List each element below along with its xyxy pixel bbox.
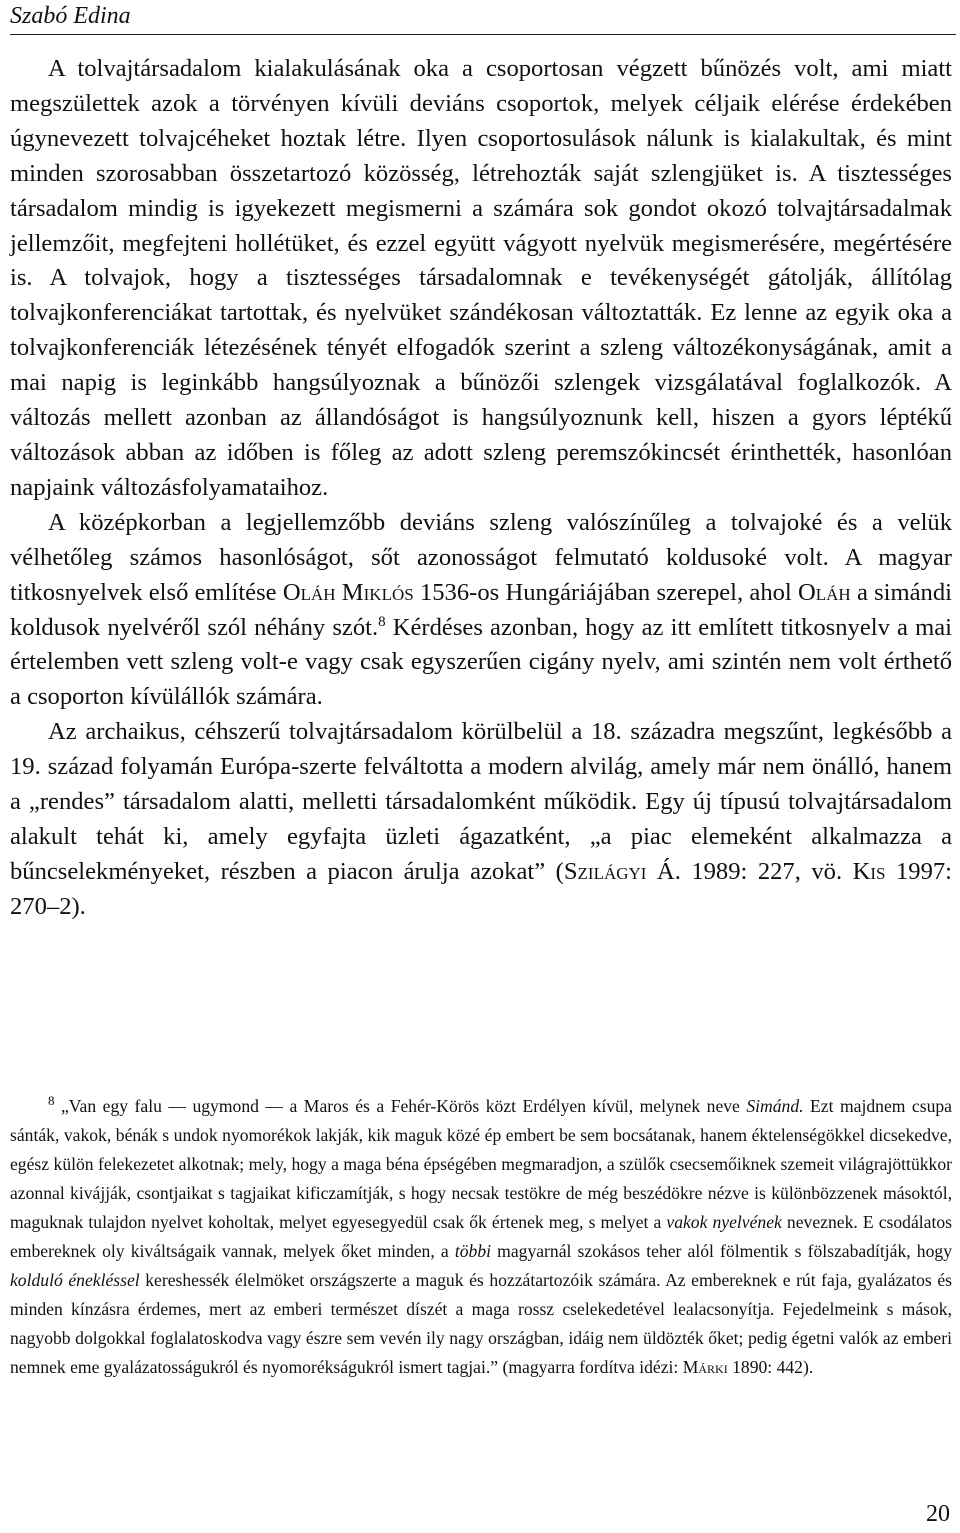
footnote-8: $^8$ „Van egy falu — ugymond — a Maros és a Fehér-Körös közt Erdélyen kívül, melynek neve Simánd. Ezt majdnem csupa sánták, vakok, bénák s undok nyomorékok lakják, kik maguk közé ép embert be sem bocsátanak, hanem éktelenségökkel dicsekedve, egész külön felekezetet alkotnak; mely, hogy a maga béna épségében megmaradjon, a szülők csecsemőiknek szemeit világrajöttükkor azonnal kivájják, csontjaikat s tagjaikat kificzamítják, s hogy necsak testökre de még beszédökre nézve is különbözzenek másoktól, maguknak tulajdon nyelvet koholtak, melyet egyesegyedül csak ők értenek meg, s melyet a vakok nyelvének neveznek. E csodálatos embereknek oly kiváltságaik vannak, melyek őket minden, a többi magyarnál szokásos teher alól fölmentik s fölszabadítják, hogy kolduló énekléssel kereshessék élelmöket országszerte a maguk és hozzátartozóik számára. Az embereknek e rút faja, gyalázatos és minden kínzásra érdemes, mert az emberi természet díszét a maga rossz cselekedetével lealacsonyítja. Fejedelmeink s mások, nagyobb dolgokkal foglalatoskodva vagy észre sem vevén ily nagy országban, idáig nem üldözték őket; pedig égetni valók az emberi nemnek eme gyalázatosságukról és nyomorékságukról ismert tagjai.” (magyarra fordítva idézi: Márki 1890: 442).	[10, 1093, 952, 1377]
footnotes	[10, 1092, 952, 1382]
paragraph-3: Az archaikus, céhszerű tolvajtársadalom körülbelül a 18. századra megszűnt, legkésőbb a 19. század folyamán Európa-szerte felváltotta a modern alvilág, amely már nem önálló, hanem a „rendes” társadalom alatti, melletti társadalomként működik. Egy új típusú tolvajtársadalom alakult tehát ki, amely egyfajta üzleti ágazatként, „a piac elemeként alkalmazza a bűncselekményeket, részben a piacon árulja azokat” (Szilágyi Á. 1989: 227, vö. Kis 1997: 270–2).	[10, 718, 952, 920]
citation-author: Szilágyi Á.	[563, 857, 681, 885]
paragraph-1: A tolvajtársadalom kialakulásának oka a csoportosan végzett bűnözés volt, ami miatt megszülettek azok a törvényen kívüli deviáns csoportok, melyek céljaik elérése érdekében úgynevezett tolvajcéheket hoztak létre. Ilyen csoportosulások nálunk is kialakultak, és mint minden szorosabban összetartozó közösség, létrehozták saját szlengjüket is. A tisztességes társadalom mindig is igyekezett megismerni a számára sok gondot okozó tolvajtársadalmak jellemzőit, megfejteni hollétüket, és ezzel együtt vágyott nyelvük megismerésére, megértésére is. A tolvajok, hogy a tisztességes társadalomnak e tevékenységét gátolják, állítólag tolvajkonferenciákat tartottak, és nyelvüket szándékosan változtatták. Ez lenne az egyik oka a tolvajkonferenciák létezésének tényét elfogadók szerint a szleng változékonyságának, amit a mai napig is leginkább hangsúlyoznak a bűnözői szlengek vizsgálatával foglalkozók. A változás mellett azonban az állandóságot is hangsúlyoznunk kell, hiszen a gyors léptékű változások abban az időben is főleg az adott szleng peremszókincsét érinthették, hasonlóan napjaink változásfolyamataihoz.	[10, 55, 952, 501]
emphasis-text: kolduló énekléssel	[10, 1270, 140, 1290]
place-name: Simánd.	[746, 1096, 804, 1116]
citation-author: Márki	[682, 1357, 728, 1377]
author-name: Oláh Miklós	[282, 578, 414, 606]
paragraph-2: A középkorban a legjellemzőbb deviáns szleng valószínűleg a tolvajoké és a velük vélhetőleg számos hasonlóságot, sőt azonosságot felmutató koldusoké volt. A magyar titkosnyelvek első említése Oláh Miklós 1536-os Hungáriájában szerepel, ahol Oláh a simándi koldusok nyelvéről szól néhány szót.$^8$ Kérdéses azonban, hogy az itt említett titkosnyelv a mai értelemben vett szleng volt-e vagy csak egyszerűen cigány nyelv, ami szintén nem volt érthető a csoporton kívülállók számára.	[10, 508, 952, 711]
citation-author: Kis	[852, 857, 886, 885]
running-header	[10, 0, 956, 35]
main-text	[10, 52, 952, 925]
header-author: Szabó Edina	[10, 3, 131, 29]
emphasis-text: többi	[454, 1241, 492, 1261]
footnote-number: 8	[48, 1093, 55, 1108]
emphasis-text: vakok nyelvének	[666, 1212, 782, 1232]
page-number: 20	[926, 1501, 950, 1527]
author-name: Oláh	[798, 578, 851, 606]
footnote-marker[interactable]: 8	[378, 613, 386, 630]
